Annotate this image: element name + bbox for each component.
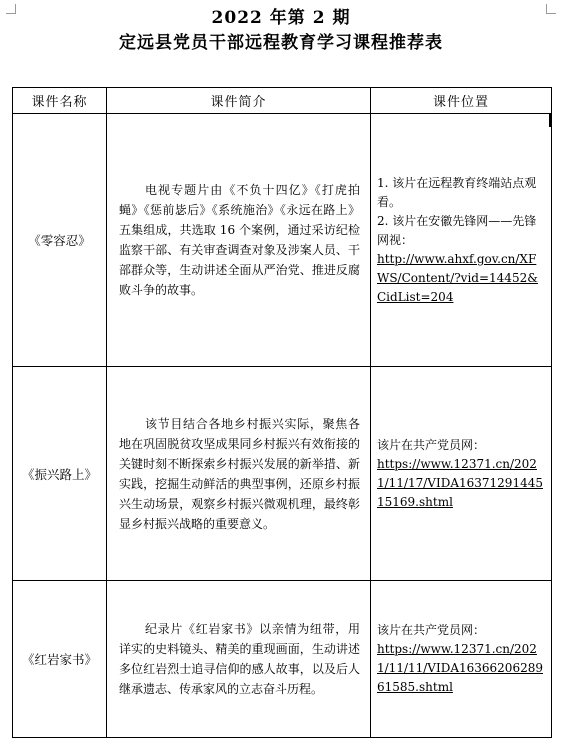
course-location [371,581,552,738]
location-text: 1. 该片在远程教育终端站点观看。 [377,175,537,209]
course-location [371,367,552,581]
course-name: 《振兴路上》 [13,367,107,581]
column-header-name: 课件名称 [13,88,107,114]
course-intro: 电视专题片由《不负十四亿》《打虎拍蝇》《惩前毖后》《系统施治》《永远在路上》五集组成，共选取 16 个案例，通过采访纪检监察干部、有关审查调查对象及涉案人员、干部群众等，生动讲述全面从严治党、推进反腐败斗争的故事。 [107,114,371,367]
document-header [0,6,562,56]
location-link[interactable]: https://www.12371.cn/2021/11/11/VIDA1636620628961585.shtml [377,642,543,694]
course-table [12,87,552,738]
issue-title: 2022 年第 2 期 [211,8,351,28]
table-row [13,114,552,367]
location-text: 2. 该片在安徽先锋网——先锋网视： [377,213,537,247]
location-link[interactable]: https://www.12371.cn/2021/11/17/VIDA1637129144515169.shtml [377,456,543,509]
table-row [13,581,552,738]
location-text: 该片在共产党员网： [377,437,486,452]
course-location [371,114,552,367]
table-header-row [13,88,552,114]
column-header-intro: 课件简介 [107,88,371,114]
course-intro: 该节目结合各地乡村振兴实际，聚焦各地在巩固脱贫攻坚成果同乡村振兴有效衔接的关键时刻不断探索乡村振兴发展的新举措、新实践，挖掘生动鲜活的典型事例，还原乡村振兴生动场景，观察乡村振兴微观机理，最终彰显乡村振兴战略的重要意义。 [107,367,371,581]
column-header-location: 课件位置 [371,88,552,114]
location-link[interactable]: http://www.ahxf.gov.cn/XFWS/Content/?vid=14452&CidList=204 [377,251,538,304]
course-intro: 纪录片《红岩家书》以亲情为纽带，用详实的史料镜头、精美的重现画面，生动讲述多位红岩烈士追寻信仰的感人故事，以及后人继承遗志、传承家风的立志奋斗历程。 [107,581,371,738]
table-row [13,367,552,581]
course-name: 《零容忍》 [13,114,107,367]
document-title: 定远县党员干部远程教育学习课程推荐表 [119,33,443,53]
location-text: 该片在共产党员网： [377,623,486,637]
course-name: 《红岩家书》 [13,581,107,738]
